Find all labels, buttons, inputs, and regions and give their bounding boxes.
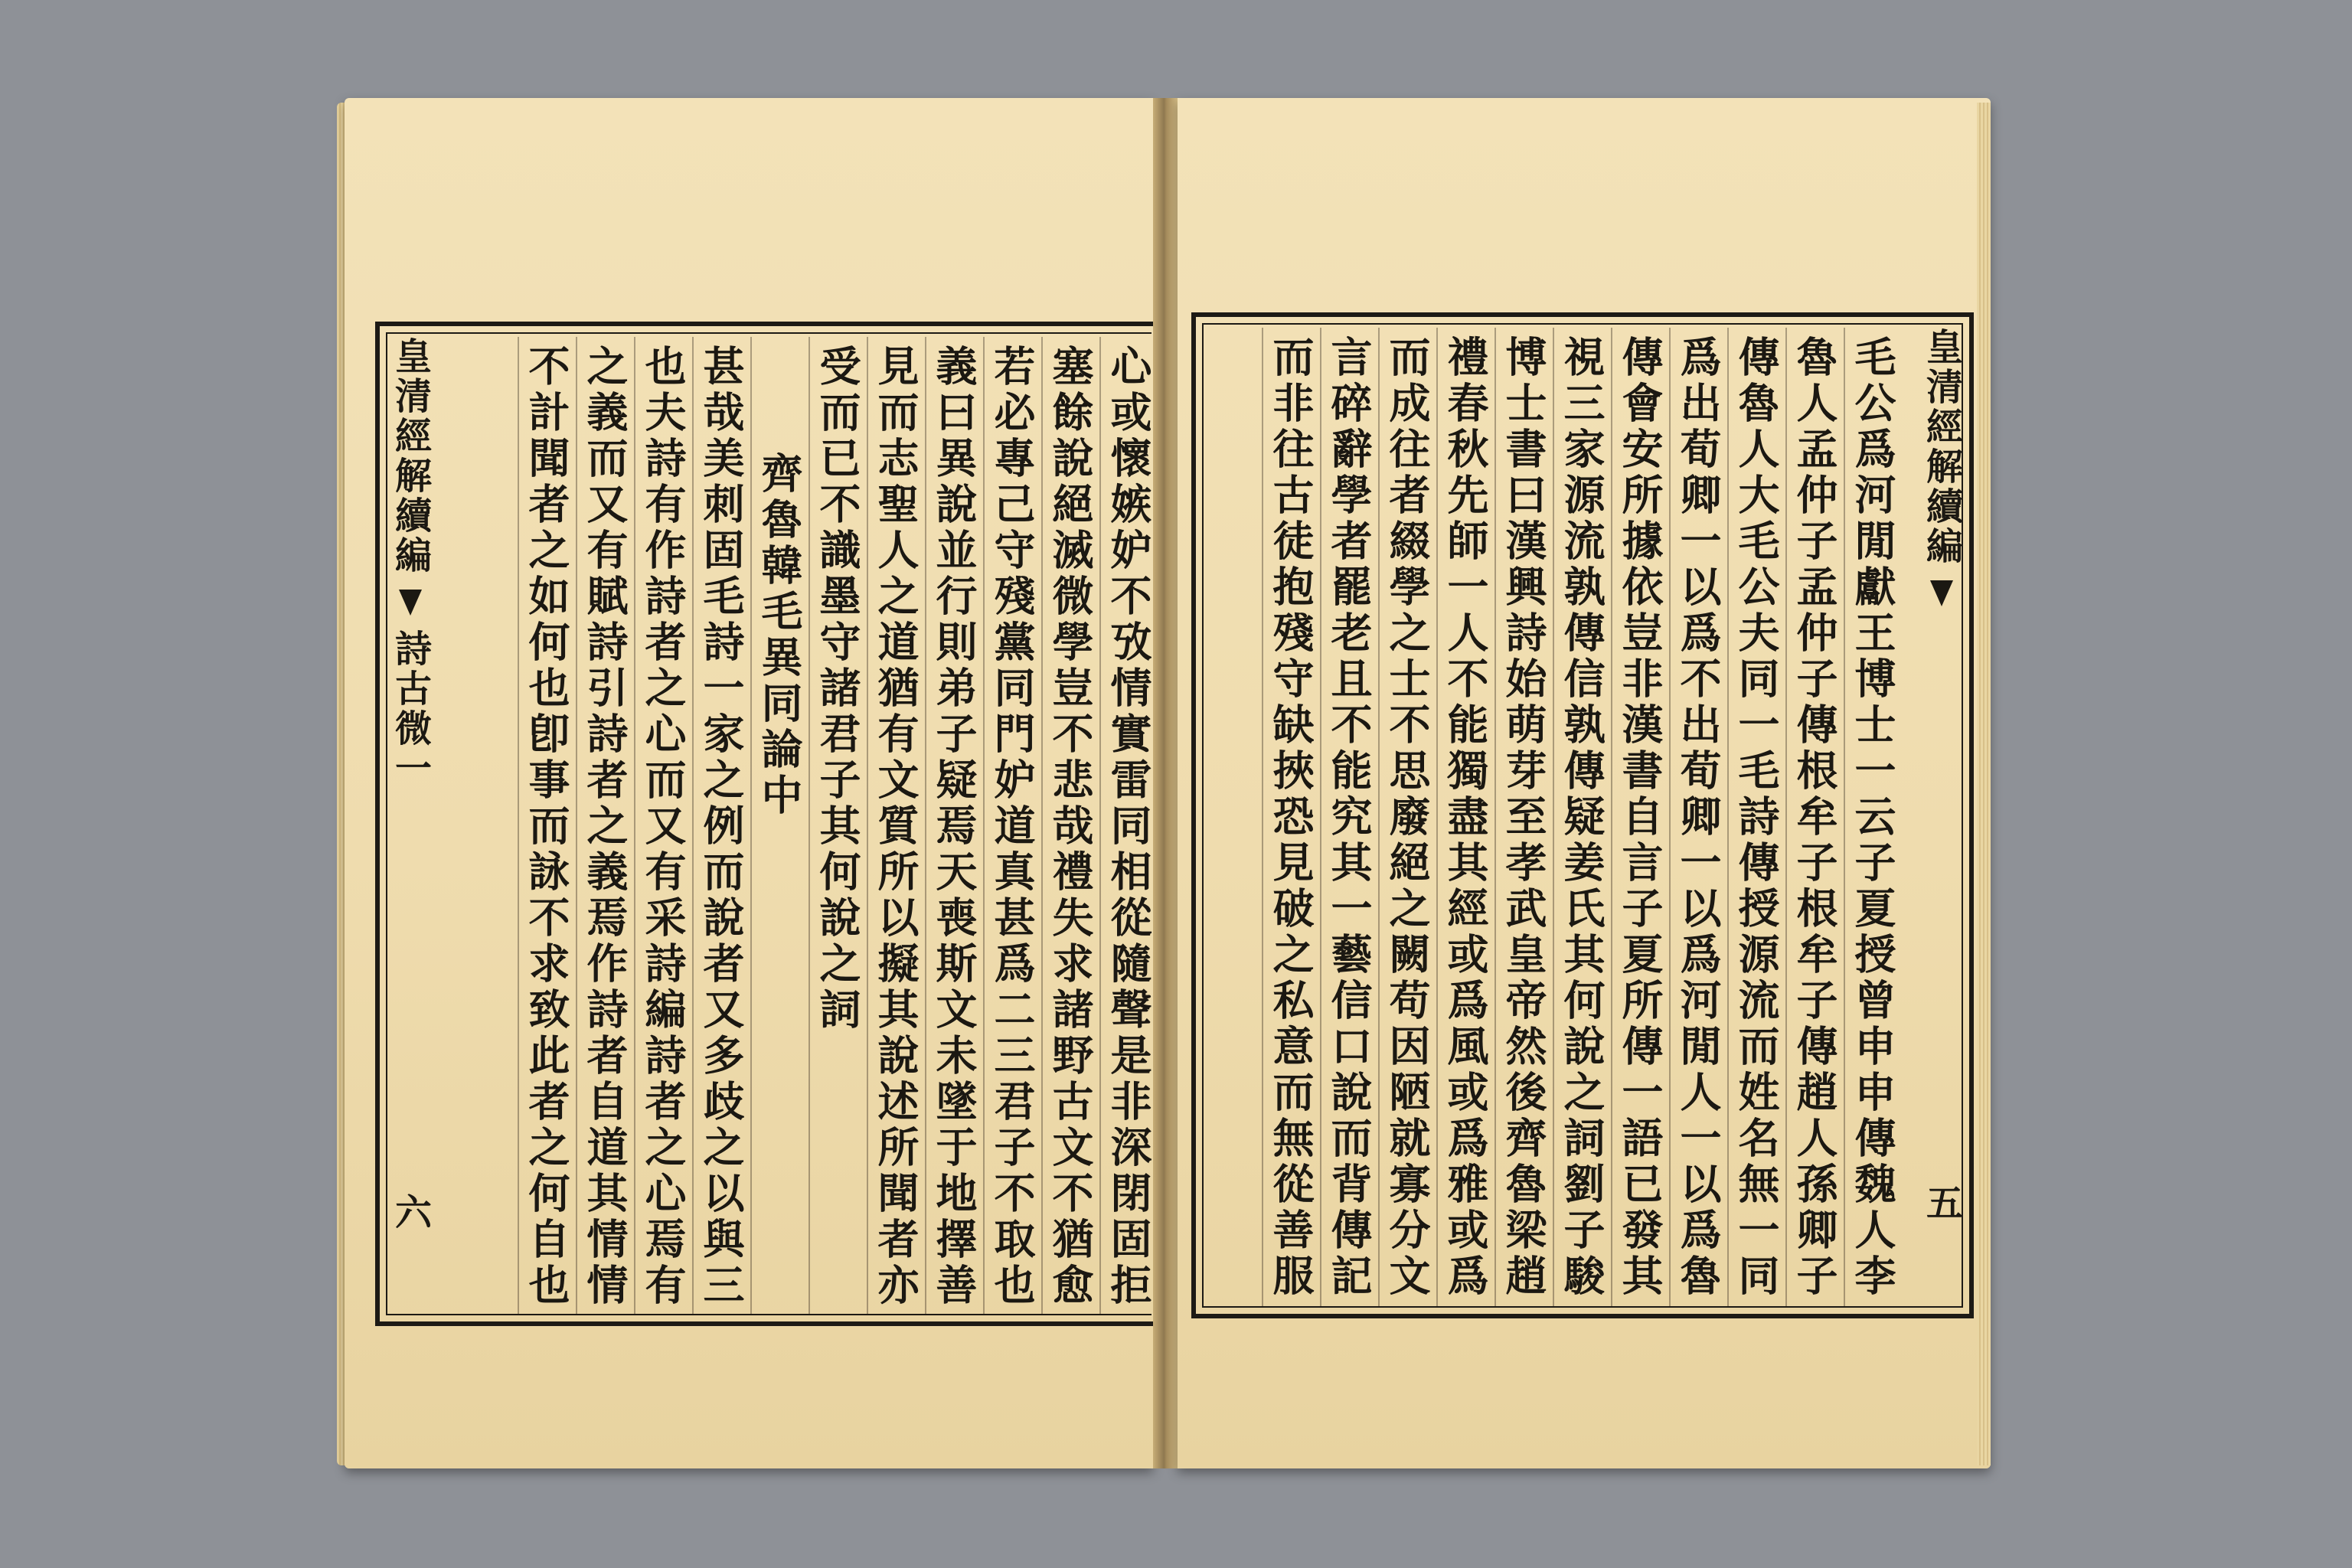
text-column: 博士書曰漢興詩始萌芽至孝武皇帝然後齊魯梁趙 [1494, 328, 1553, 1306]
text-column: 心或懷嫉妒不攷情實雷同相從隨聲是非深閉固拒 [1099, 337, 1158, 1314]
text-column: 而非往古徒抱殘守缺挾恐見破之私意而無從善服 [1262, 328, 1320, 1306]
book-gutter [1153, 98, 1178, 1468]
page-number: 五 [1919, 1184, 1963, 1223]
text-column: 受而已不識墨守諸君子其何說之詞 [808, 337, 867, 1314]
right-page [1178, 98, 1991, 1468]
book-title: 皇清經解續編 [1919, 328, 1963, 567]
text-column: 義曰異說並行則弟子疑焉天喪斯文未墜于地擇善 [925, 337, 983, 1314]
chapter-heading: 齊魯韓毛異同論中 [750, 337, 808, 1314]
open-book [337, 98, 1991, 1468]
text-column: 甚哉美刺固毛詩一家之例而說者又多歧之以與三 [692, 337, 750, 1314]
page-edges-right [1977, 103, 1991, 1465]
left-page [345, 98, 1153, 1468]
text-column: 之義而又有賦詩引詩者之義焉作詩者自道其情情 [576, 337, 634, 1314]
right-page-banner [1911, 328, 1972, 1315]
text-column: 毛公爲河閒獻王博士一云子夏授曾申申傳魏人李 [1844, 328, 1902, 1306]
text-column: 塞餘說絕滅微學豈不悲哉禮失求諸野古文不猶愈 [1041, 337, 1099, 1314]
section-title: 詩古微一 [388, 629, 432, 789]
text-column: 而成往者綴學之士不思廢絕之闕苟因陋就寡分文 [1378, 328, 1436, 1306]
fish-tail-mark-icon [399, 590, 422, 616]
right-text-columns [1199, 328, 1902, 1306]
page-number: 六 [388, 1193, 432, 1233]
book-title: 皇清經解續編 [388, 337, 432, 576]
left-page-banner [380, 337, 441, 1325]
text-column: 也夫詩有作詩者之心而又有采詩編詩者之心焉有 [634, 337, 692, 1314]
left-text-columns [447, 337, 1158, 1314]
text-column: 爲出荀卿一以爲不出荀卿一以爲河閒人一以爲魯 [1669, 328, 1727, 1306]
left-text-frame [375, 322, 1158, 1326]
text-column: 魯人孟仲子孟仲子傳根牟子根牟子傳趙人孫卿子 [1785, 328, 1844, 1306]
text-column: 不計聞者之如何也卽事而詠不求致此者之何自也 [518, 337, 576, 1314]
text-column: 傳魯人大毛公夫同一毛詩傳授源流而姓名無一同 [1727, 328, 1785, 1306]
text-column: 若必專己守殘黨同門妒道真甚爲二三君子不取也 [983, 337, 1041, 1314]
fish-tail-mark-icon [1930, 580, 1953, 606]
right-text-frame [1191, 312, 1974, 1318]
text-column: 見而志聖人之道猶有文質所以擬其說述所聞者亦 [867, 337, 925, 1314]
text-column: 視三家源流孰傳信孰傳疑姜氏其何說之詞劉子駿 [1553, 328, 1611, 1306]
text-column: 言碎辭學者罷老且不能究其一藝信口說而背傳記 [1320, 328, 1378, 1306]
text-column: 傳會安所據依豈非漢書自言子夏所傳一語已發其 [1611, 328, 1669, 1306]
text-column: 禮春秋先師一人不能獨盡其經或爲風或爲雅或爲 [1436, 328, 1494, 1306]
